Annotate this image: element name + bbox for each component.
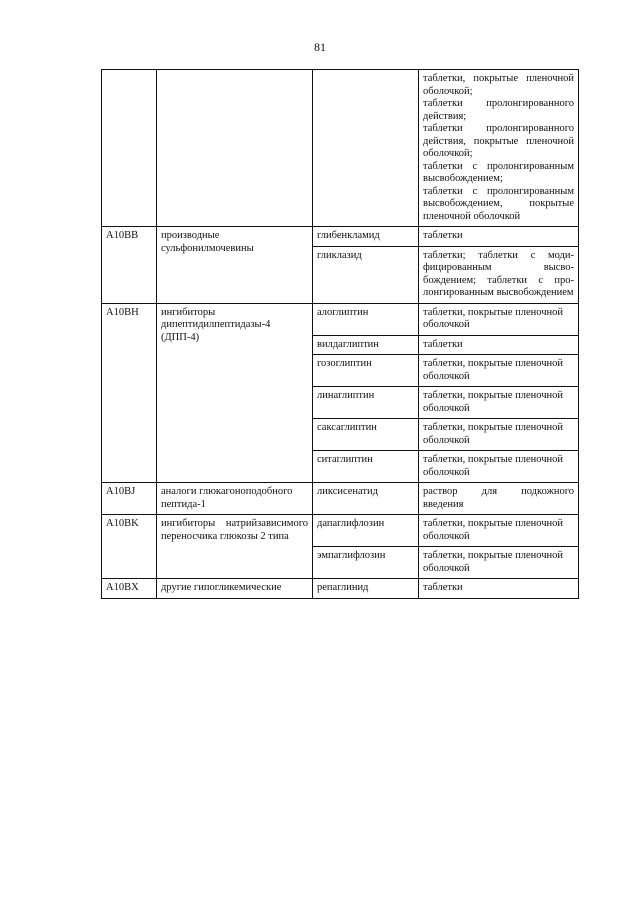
group-cell: аналоги глюкагоноподобного пептида-1 [157, 483, 313, 515]
table-row [102, 303, 579, 335]
form-cell: раствор для подкожного введения [419, 483, 579, 515]
code-cell [102, 70, 157, 227]
drug-table [101, 69, 579, 599]
code-cell: A10BB [102, 227, 157, 304]
code-cell: A10BK [102, 515, 157, 579]
code-cell: A10BH [102, 303, 157, 483]
form-cell [419, 70, 579, 227]
form-cell: таблетки, покрытые пленочной оболочкой [419, 303, 579, 335]
group-cell: другие гипогликемические [157, 579, 313, 599]
group-cell [157, 70, 313, 227]
drug-cell: саксаглиптин [313, 419, 419, 451]
form-line: таблетки с пролонгированным высвобождением; [423, 160, 574, 184]
table-row [102, 227, 579, 247]
drug-cell [313, 70, 419, 227]
form-line: таблетки с пролонгированным высвобождением, покрытые пленочной оболочкой [423, 185, 574, 222]
drug-cell: ликсисенатид [313, 483, 419, 515]
drug-cell: глибенкламид [313, 227, 419, 247]
drug-cell: алоглиптин [313, 303, 419, 335]
form-cell: таблетки; таблетки с моди-фицированным высво-бождением; таблетки с про-лонгированным высвобождением [419, 246, 579, 303]
form-cell: таблетки, покрытые пленочной оболочкой [419, 547, 579, 579]
drug-cell: дапаглифлозин [313, 515, 419, 547]
form-cell: таблетки, покрытые пленочной оболочкой [419, 419, 579, 451]
table-row [102, 70, 579, 227]
form-cell: таблетки [419, 579, 579, 599]
table-row [102, 515, 579, 547]
form-cell: таблетки, покрытые пленочной оболочкой [419, 451, 579, 483]
drug-cell: вилдаглиптин [313, 335, 419, 355]
form-cell: таблетки, покрытые пленочной оболочкой [419, 387, 579, 419]
code-cell: A10BX [102, 579, 157, 599]
table-row [102, 579, 579, 599]
drug-cell: гозоглиптин [313, 355, 419, 387]
group-cell: ингибиторы дипептидилпептидазы-4 (ДПП-4) [157, 303, 313, 483]
code-cell: A10BJ [102, 483, 157, 515]
group-cell: производные сульфонилмочевины [157, 227, 313, 304]
form-cell: таблетки [419, 335, 579, 355]
group-cell: ингибиторы натрийзависимого переносчика глюкозы 2 типа [157, 515, 313, 579]
form-line: таблетки, покрытые пленочной оболочкой; [423, 73, 574, 97]
form-line: таблетки пролонгированного действия; [423, 98, 574, 122]
form-cell: таблетки, покрытые пленочной оболочкой [419, 515, 579, 547]
drug-cell: ситаглиптин [313, 451, 419, 483]
form-cell: таблетки [419, 227, 579, 247]
drug-cell: гликлазид [313, 246, 419, 303]
drug-cell: эмпаглифлозин [313, 547, 419, 579]
form-line: таблетки пролонгированного действия, покрытые пленочной оболочкой; [423, 123, 574, 159]
drug-cell: линаглиптин [313, 387, 419, 419]
page-number: 81 [314, 40, 326, 54]
form-cell: таблетки, покрытые пленочной оболочкой [419, 355, 579, 387]
table-row [102, 483, 579, 515]
drug-cell: репаглинид [313, 579, 419, 599]
